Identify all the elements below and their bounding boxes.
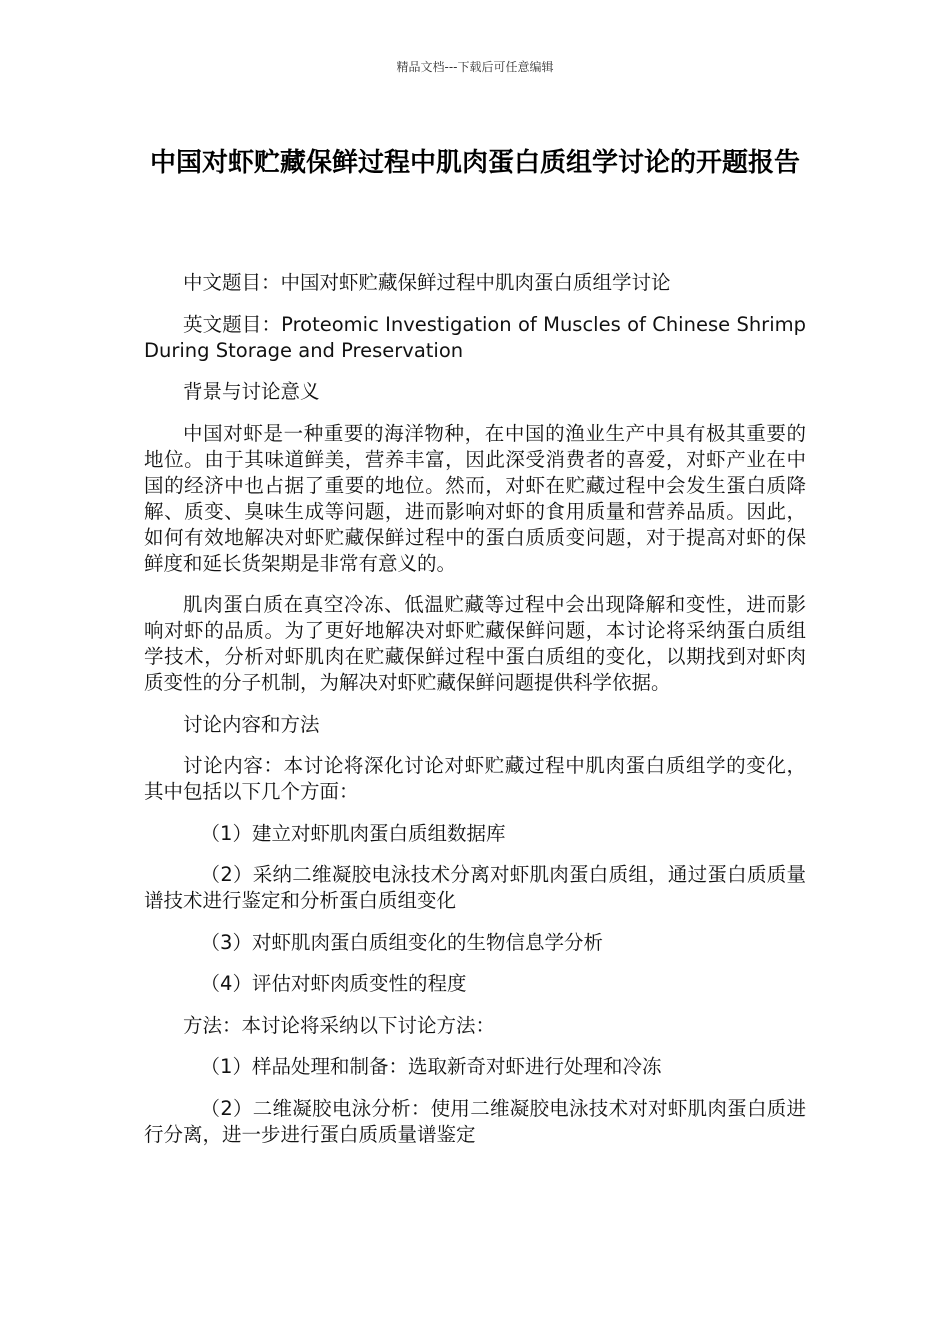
method-item-1: （1）样品处理和制备：选取新奇对虾进行处理和冷冻 (200, 1055, 662, 1078)
content-item-2: （2）采纳二维凝胶电泳技术分离对虾肌肉蛋白质组，通过蛋白质质量谱技术进行鉴定和分析蛋白质组变化 (144, 863, 806, 912)
section-heading-content-methods: 讨论内容和方法 (183, 712, 320, 736)
english-title-line: 英文题目：Proteomic Investigation of Muscles of Chinese Shrimp During Storage and Preservation (144, 312, 806, 362)
content-item-3: （3）对虾肌肉蛋白质组变化的生物信息学分析 (200, 930, 603, 954)
method-item-2: （2）二维凝胶电泳分析：使用二维凝胶电泳技术对对虾肌肉蛋白质进行分离，进一步进行蛋白质质量谱鉴定 (144, 1096, 806, 1146)
chinese-title-line: 中文题目：中国对虾贮藏保鲜过程中肌肉蛋白质组学讨论 (183, 271, 671, 294)
methods-intro: 方法：本讨论将采纳以下讨论方法： (183, 1013, 496, 1037)
background-paragraph-1: 中国对虾是一种重要的海洋物种，在中国的渔业生产中具有极其重要的地位。由于其味道鲜美，营养丰富，因此深受消费者的喜爱，对虾产业在中国的经济中也占据了重要的地位。然而，对虾在贮藏过程中会发生蛋白质降解、质变、臭味生成等问题，进而影响对虾的食用质量和营养品质。因此，如何有效地解决对虾贮藏保鲜过程中的蛋白质质变问题，对于提高对虾的保鲜度和延长货架期是非常有意义的。 (144, 421, 806, 575)
content-item-4: （4）评估对虾肉质变性的程度 (200, 972, 467, 995)
document-title: 中国对虾贮藏保鲜过程中肌肉蛋白质组学讨论的开题报告 (149, 148, 800, 178)
content-intro: 讨论内容：本讨论将深化讨论对虾贮藏过程中肌肉蛋白质组学的变化，其中包括以下几个方面： (144, 754, 806, 803)
document-body (144, 270, 806, 1163)
content-item-1: （1）建立对虾肌肉蛋白质组数据库 (200, 821, 506, 845)
background-paragraph-2: 肌肉蛋白质在真空冷冻、低温贮藏等过程中会出现降解和变性，进而影响对虾的品质。为了更好地解决对虾贮藏保鲜问题，本讨论将采纳蛋白质组学技术，分析对虾肌肉在贮藏保鲜过程中蛋白质组的变化，以期找到对虾肉质变性的分子机制，为解决对虾贮藏保鲜问题提供科学依据。 (144, 593, 806, 694)
header-note: 精品文档---下载后可任意编辑 (396, 60, 554, 74)
section-heading-background: 背景与讨论意义 (183, 380, 320, 403)
